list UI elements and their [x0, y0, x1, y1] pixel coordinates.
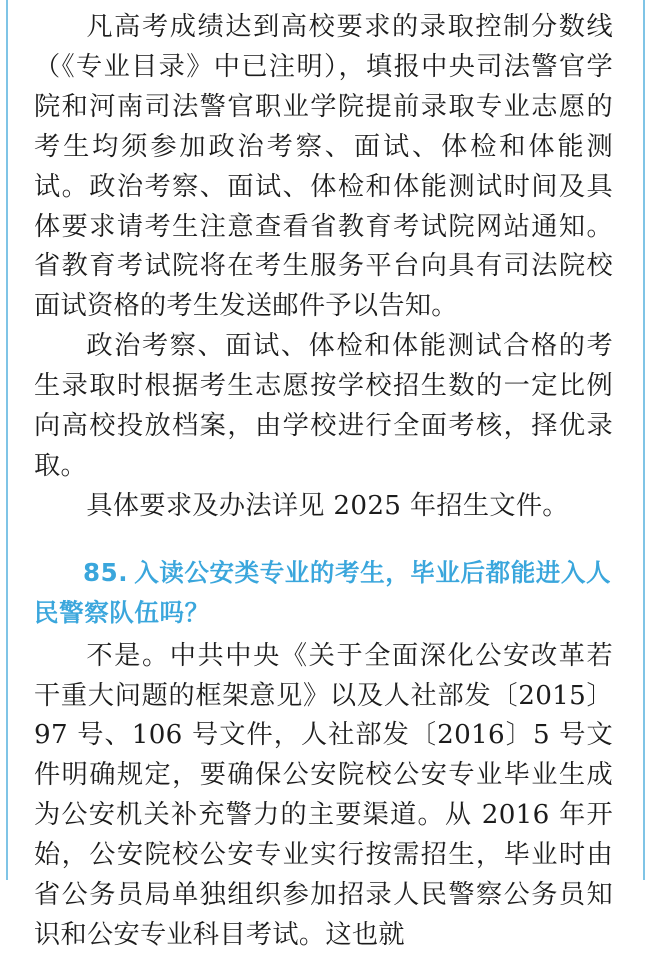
question-number: 85. — [83, 557, 129, 587]
page-frame-right — [643, 0, 645, 880]
paragraph-admission-requirements: 凡高考成绩达到高校要求的录取控制分数线（《专业目录》中已注明），填报中央司法警官学院和河南司法警官职业学院提前录取专业志愿的考生均须参加政治考察、面试、体检和体能测试。政治考察、面试、体检和体能测试时间及具体要求请考生注意查看省教育考试院网站通知。省教育考试院将在考生服务平台向具有司法院校面试资格的考生发送邮件予以告知。 — [34, 12, 613, 322]
paragraph-admission-selection: 政治考察、面试、体检和体能测试合格的考生录取时根据考生志愿按学校招生数的一定比例向高校投放档案，由学校进行全面考核，择优录取。 — [34, 331, 613, 481]
question-heading — [34, 553, 613, 633]
question-text: 入读公安类专业的考生，毕业后都能进入人民警察队伍吗？ — [34, 557, 612, 627]
page-frame-left — [6, 0, 8, 880]
answer-paragraph: 不是。中共中央《关于全面深化公安改革若干重大问题的框架意见》以及人社部发〔2015〕97 号、106 号文件，人社部发〔2016〕5 号文件明确规定，要确保公安院校公安专业毕业生成为公安机关补充警力的主要渠道。从 2016 年开始，公安院校公安专业实行按需招生，毕业时由省公务员局单独组织参加招录人民警察公务员知识和公安专业科目考试。这也就 — [34, 640, 613, 950]
paragraph-see-details: 具体要求及办法详见 2025 年招生文件。 — [86, 490, 569, 521]
